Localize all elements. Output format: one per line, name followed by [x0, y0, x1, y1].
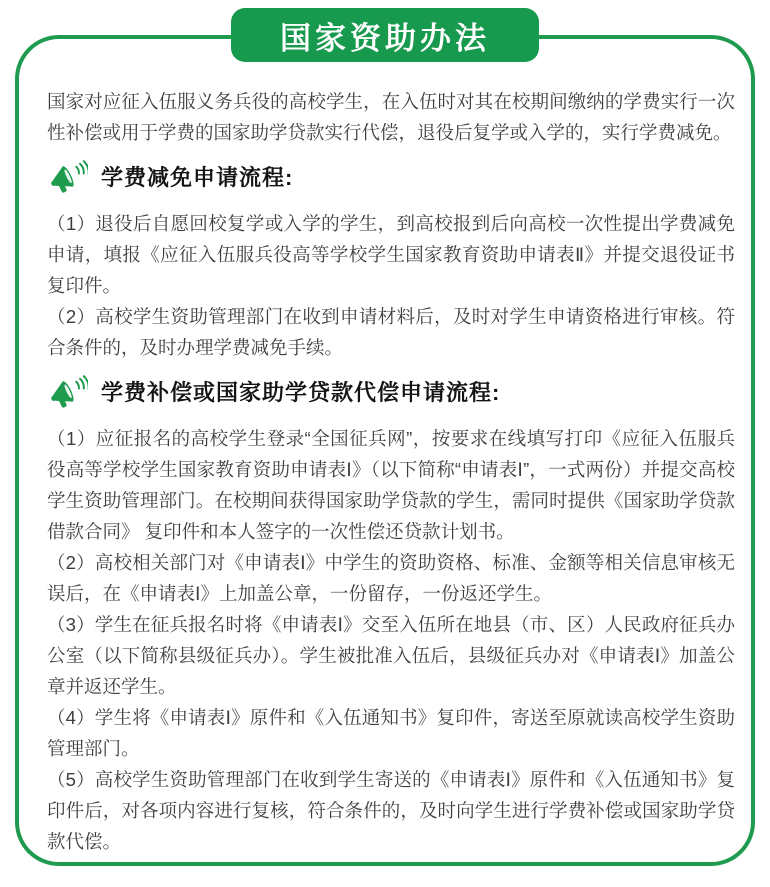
- procedure-step: （5）高校学生资助管理部门在收到学生寄送的《申请表Ⅰ》原件和《入伍通知书》复印件后，对各项内容进行复核，符合条件的，及时向学生进行学费补偿或国家助学贷款代偿。: [47, 769, 735, 852]
- section-heading-text: 学费补偿或国家助学贷款代偿申请流程:: [101, 380, 501, 405]
- section-heading-tuition-compensation: [47, 375, 735, 411]
- intro-paragraph: 国家对应征入伍服义务兵役的高校学生，在入伍时对其在校期间缴纳的学费实行一次性补偿或用于学费的国家助学贷款实行代偿，退役后复学或入学的，实行学费减免。: [47, 91, 735, 143]
- content-card: [15, 35, 755, 866]
- procedure-step: （1）退役后自愿回校复学或入学的学生，到高校报到后向高校一次性提出学费减免申请，填报《应征入伍服兵役高等学校学生国家教育资助申请表Ⅱ》并提交退役证书复印件。: [47, 213, 735, 296]
- section-heading-text: 学费减免申请流程:: [101, 165, 294, 190]
- section-heading-tuition-waiver: [47, 160, 735, 196]
- page-title: 国家资助办法: [280, 20, 490, 56]
- procedure-step: （3）学生在征兵报名时将《申请表Ⅰ》交至入伍所在地县（市、区）人民政府征兵办公室（以下简称县级征兵办）。学生被批准入伍后，县级征兵办对《申请表Ⅰ》加盖公章并返还学生。: [47, 614, 735, 697]
- procedure-step: （2）高校学生资助管理部门在收到申请材料后，及时对学生申请资格进行审核。符合条件的，及时办理学费减免手续。: [47, 306, 735, 358]
- megaphone-icon: [47, 160, 89, 196]
- procedure-step: （4）学生将《申请表Ⅰ》原件和《入伍通知书》复印件，寄送至原就读高校学生资助管理部门。: [47, 707, 735, 759]
- procedure-step: （1）应征报名的高校学生登录“全国征兵网”，按要求在线填写打印《应征入伍服兵役高等学校学生国家教育资助申请表Ⅰ》（以下简称“申请表Ⅰ”，一式两份）并提交高校学生资助管理部门。在校期间获得国家助学贷款的学生，需同时提供《国家助学贷款借款合同》 复印件和本人签字的一次性偿还贷款计划书。: [47, 428, 735, 542]
- title-banner: [231, 8, 539, 62]
- procedure-step: （2）高校相关部门对《申请表Ⅰ》中学生的资助资格、标准、金额等相关信息审核无误后，在《申请表Ⅰ》上加盖公章，一份留存，一份返还学生。: [47, 552, 735, 604]
- megaphone-icon: [47, 375, 89, 411]
- content-body: [19, 39, 751, 862]
